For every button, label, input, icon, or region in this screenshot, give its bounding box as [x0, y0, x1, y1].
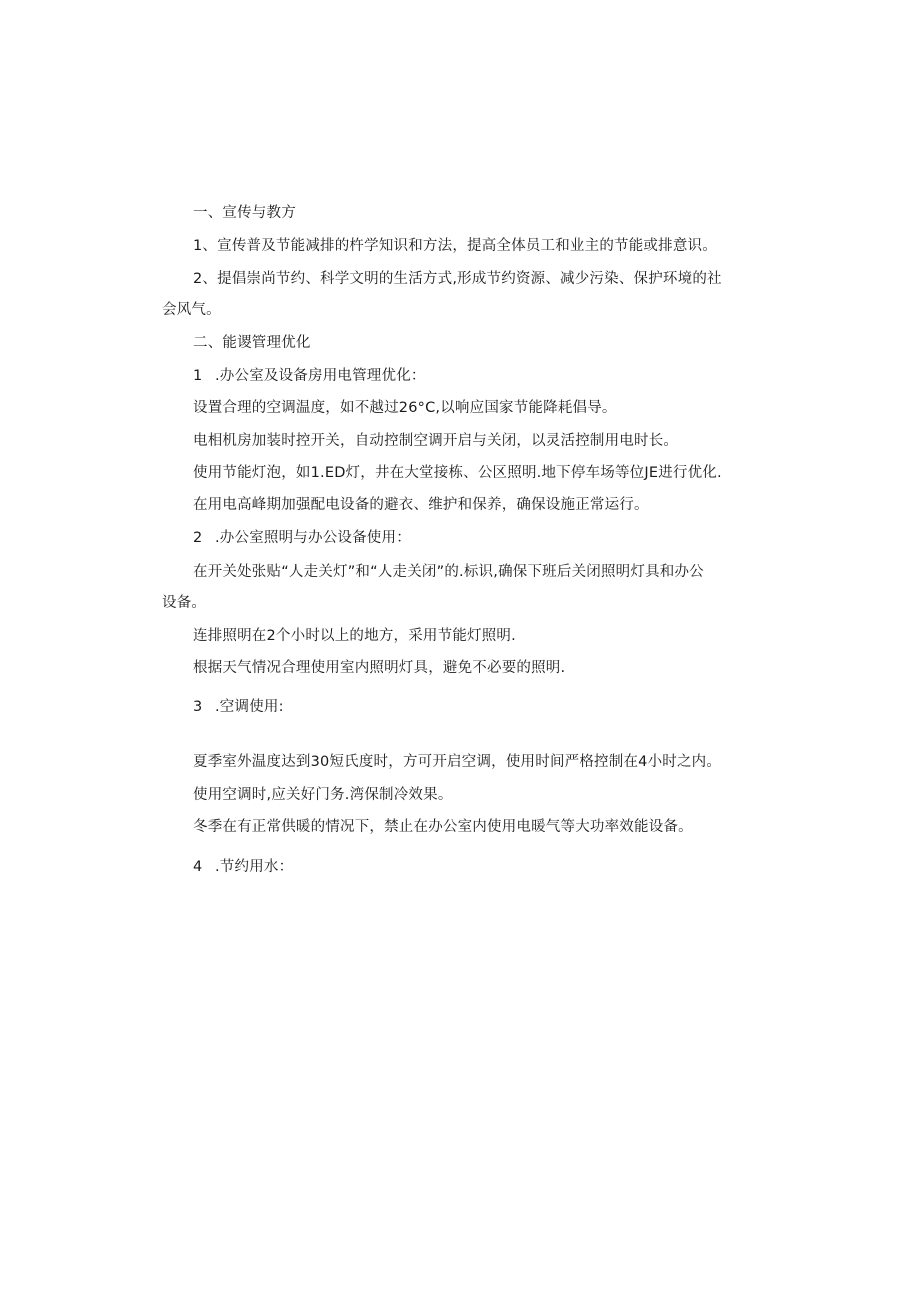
paragraph: 连排照明在2个小时以上的地方，采用节能灯照明.	[193, 628, 516, 644]
subheading-title: .节约用水：	[215, 859, 294, 875]
paragraph: 在开关处张贴“人走关灯”和“人走关闭”的.标识,确保下班后关闭照明灯具和办公	[193, 564, 704, 580]
paragraph: 冬季在有正常供暖的情况下，禁止在办公室内使用电暖气等大功率效能设备。	[193, 819, 693, 835]
section-heading-2: 二、能谡管理优化	[193, 335, 311, 351]
subheading-number: 1	[193, 368, 203, 384]
paragraph-continuation: 设备。	[162, 595, 207, 611]
subheading-3	[193, 697, 284, 717]
paragraph-continuation: 会风气。	[162, 302, 221, 318]
subheading-2	[193, 528, 411, 548]
paragraph: 使用空调时,应关好门务.湾保制冷效果。	[193, 787, 453, 803]
subheading-1	[193, 366, 426, 386]
subheading-number: 4	[193, 859, 203, 875]
subheading-4	[193, 857, 293, 877]
section-heading-1: 一、宣传与教方	[193, 205, 296, 221]
paragraph: 根据天气情况合理使用室内照明灯具，避免不必要的照明.	[193, 660, 566, 676]
subheading-title: .办公室及设备房用电管理优化：	[215, 368, 426, 384]
paragraph: 设置合理的空调温度，如不越过26°C,以响应国家节能降耗倡导。	[193, 400, 617, 416]
paragraph: 夏季室外温度达到30短氏度时，方可开启空调，使用时间严格控制在4小时之内。	[193, 754, 722, 770]
paragraph: 使用节能灯泡，如1.ED灯，井在大堂接栋、公区照明.地下停车场等位JE进行优化.	[193, 465, 722, 481]
paragraph: 电相机房加装时控开关，自动控制空调开启与关闭，以灵活控制用电时长。	[193, 433, 679, 449]
subheading-title: .空调使用:	[215, 699, 284, 715]
subheading-number: 2	[193, 530, 203, 546]
subheading-number: 3	[193, 699, 203, 715]
paragraph: 在用电高峰期加强配电设备的避衣、维护和保养，确保设施正常运行。	[193, 497, 649, 513]
paragraph: 2、提倡崇尚节约、科学文明的生活方式,形成节约资源、减少污染、保护环境的社	[193, 271, 722, 287]
paragraph: 1、宣传普及节能减排的杵学知识和方法，提高全体员工和业主的节能或排意识。	[193, 238, 717, 254]
subheading-title: .办公室照明与办公设备使用：	[215, 530, 411, 546]
